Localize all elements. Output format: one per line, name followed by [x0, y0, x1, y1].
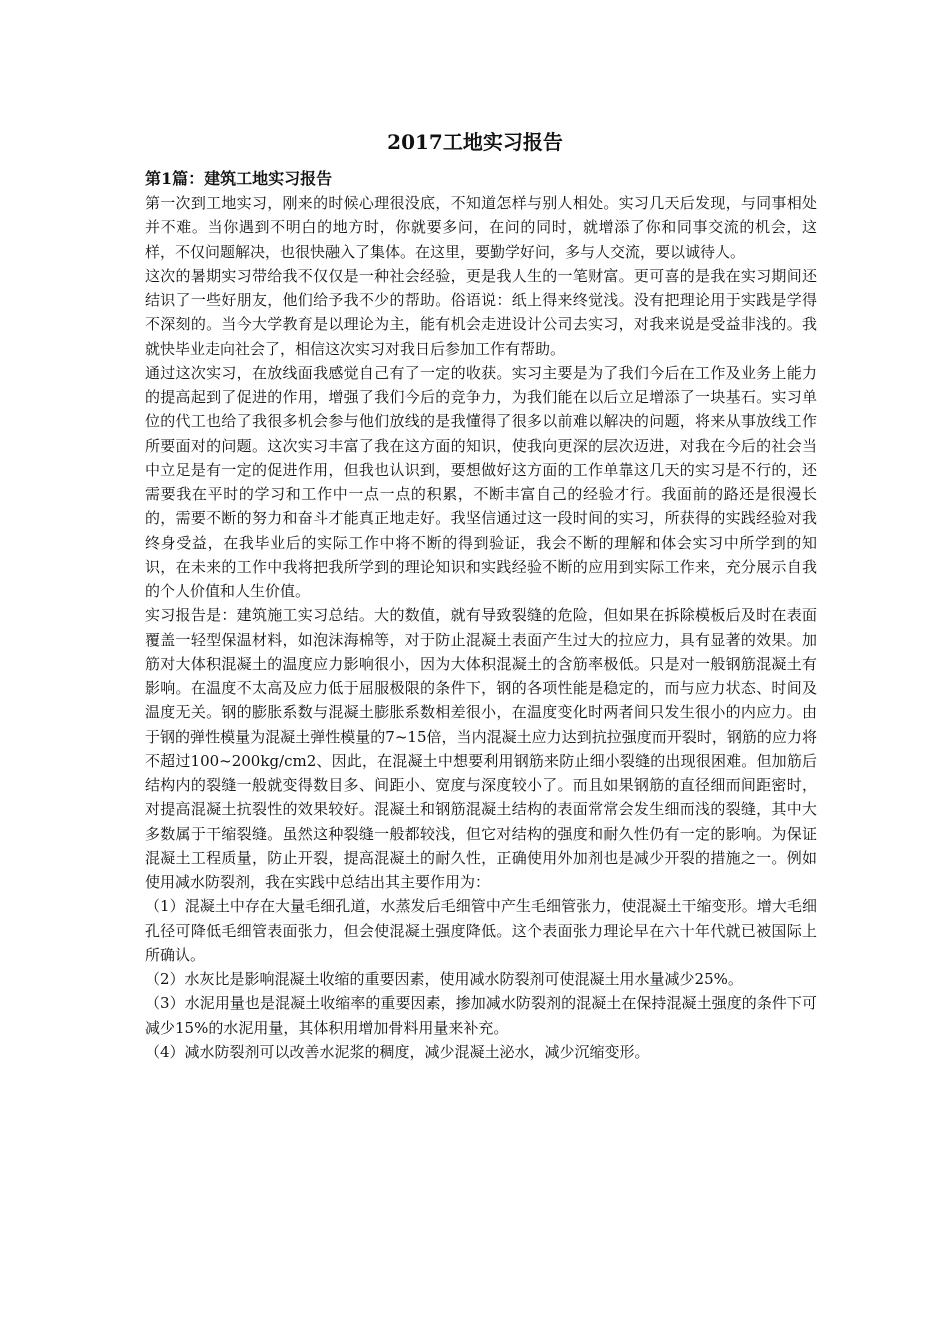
- list-item-3: （3）水泥用量也是混凝土收缩率的重要因素，掺加减水防裂剂的混凝土在保持混凝土强度的条件下可减少15%的水泥用量，其体积用增加骨料用量来补充。: [145, 994, 817, 1037]
- paragraph-layout-work: 通过这次实习，在放线面我感觉自己有了一定的收获。实习主要是为了我们今后在工作及业务上能力的提高起到了促进的作用，增强了我们今后的竞争力，为我们能在以后立足增添了一块基石。实习单位的代工也给了我很多机会参与他们放线的是我懂得了很多以前难以解决的问题，将来从事放线工作所要面对的问题。这次实习丰富了我在这方面的知识，使我向更深的层次迈进，对我在今后的社会当中立足是有一定的促进作用，但我也认识到，要想做好这方面的工作单靠这几天的实习是不行的，还需要我在平时的学习和工作中一点一点的积累，不断丰富自己的经验才行。我面前的路还是很漫长的，需要不断的努力和奋斗才能真正地走好。我坚信通过这一段时间的实习，所获得的实践经验对我终身受益，在我毕业后的实际工作中将不断的得到验证，我会不断的理解和体会实习中所学到的知识，在未来的工作中我将把我所学到的理论知识和实践经验不断的应用到实际工作来，充分展示自我的个人价值和人生价值。: [145, 363, 817, 600]
- section-heading: 第1篇：建筑工地实习报告: [145, 169, 333, 188]
- list-item-4: （4）减水防裂剂可以改善水泥浆的稠度，减少混凝土泌水，减少沉缩变形。: [145, 1042, 650, 1061]
- paragraph-intro: 第一次到工地实习，刚来的时候心理很没底，不知道怎样与别人相处。实习几天后发现，与同事相处并不难。当你遇到不明白的地方时，你就要多问，在问的同时，就增添了你和同事交流的机会，这样，不仅问题解决，也很快融入了集体。在这里，要勤学好问，多与人交流，要以诚待人。: [145, 194, 817, 261]
- list-item-2: （2）水灰比是影响混凝土收缩的重要因素，使用减水防裂剂可使混凝土用水量减少25%。: [145, 970, 743, 988]
- document-title: 2017工地实习报告: [387, 130, 563, 154]
- document-body: [145, 191, 817, 1064]
- paragraph-construction-summary: 实习报告是：建筑施工实习总结。大的数值，就有导致裂缝的危险，但如果在拆除模板后及时在表面覆盖一轻型保温材料，如泡沫海棉等，对于防止混凝土表面产生过大的拉应力，具有显著的效果。加筋对大体积混凝土的温度应力影响很小，因为大体积混凝土的含筋率极低。只是对一般钢筋混凝土有影响。在温度不太高及应力低于屈服极限的条件下，钢的各项性能是稳定的，而与应力状态、时间及温度无关。钢的膨胀系数与混凝土膨胀系数相差很小，在温度变化时两者间只发生很小的内应力。由于钢的弹性模量为混凝土弹性模量的7~15倍，当内混凝土应力达到抗拉强度而开裂时，钢筋的应力将不超过100~200kg/cm2、因此，在混凝土中想要利用钢筋来防止细小裂缝的出现很困难。但加筋后结构内的裂缝一般就变得数目多、间距小、宽度与深度较小了。而且如果钢筋的直径细而间距密时，对提高混凝土抗裂性的效果较好。混凝土和钢筋混凝土结构的表面常常会发生细而浅的裂缝，其中大多数属于干缩裂缝。虽然这种裂缝一般都较浅，但它对结构的强度和耐久性仍有一定的影响。为保证混凝土工程质量，防止开裂，提高混凝土的耐久性，正确使用外加剂也是减少开裂的措施之一。例如使用减水防裂剂，我在实践中总结出其主要作用为：: [145, 606, 817, 891]
- list-item-1: （1）混凝土中存在大量毛细孔道，水蒸发后毛细管中产生毛细管张力，使混凝土干缩变形。增大毛细孔径可降低毛细管表面张力，但会使混凝土强度降低。这个表面张力理论早在六十年代就已被国际上所确认。: [145, 897, 817, 964]
- paragraph-summer-internship: 这次的暑期实习带给我不仅仅是一种社会经验，更是我人生的一笔财富。更可喜的是我在实习期间还结识了一些好朋友，他们给予我不少的帮助。俗语说：纸上得来终觉浅。没有把理论用于实践是学得不深刻的。当今大学教育是以理论为主，能有机会走进设计公司去实习，对我来说是受益非浅的。我就快毕业走向社会了，相信这次实习对我日后参加工作有帮助。: [145, 266, 817, 358]
